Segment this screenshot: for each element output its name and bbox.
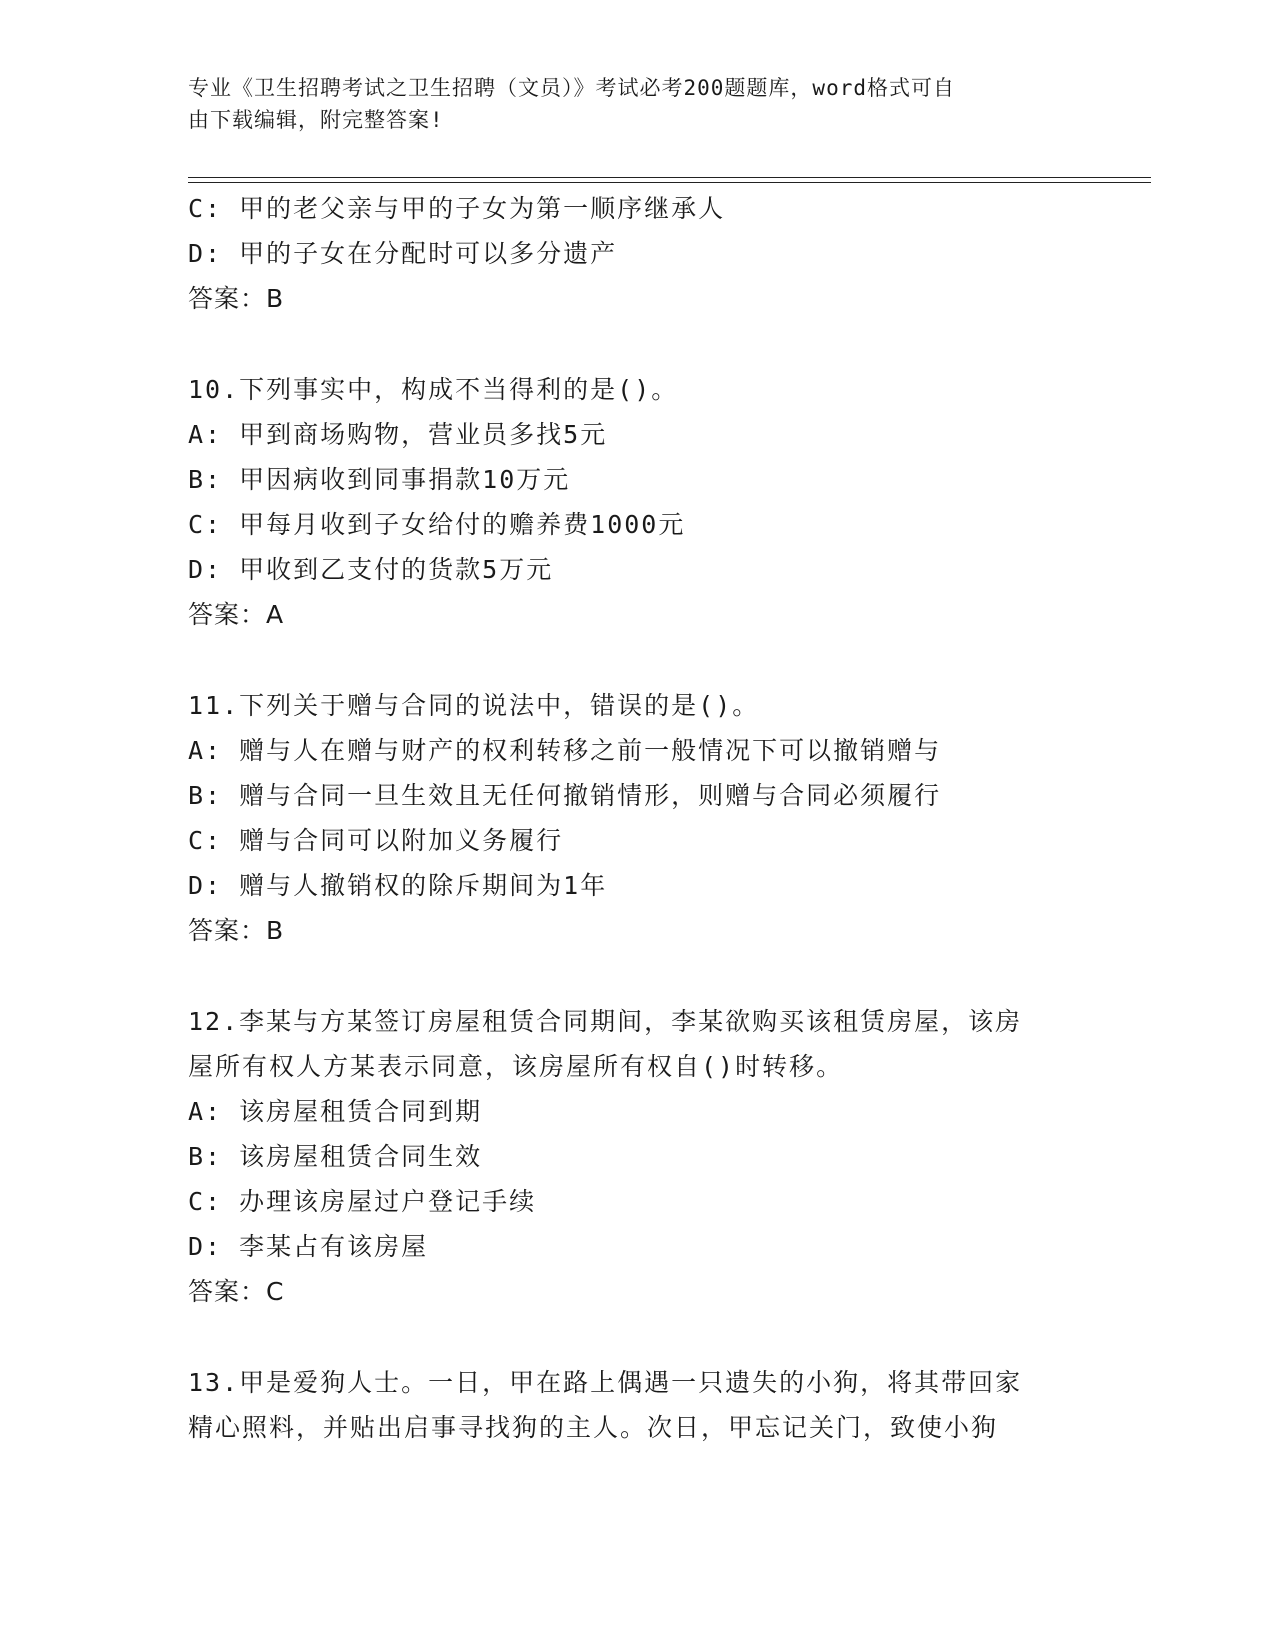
question-12 xyxy=(188,999,1088,1314)
option-b: B: 甲因病收到同事捐款10万元 xyxy=(188,465,571,494)
question-11 xyxy=(188,683,1088,953)
option-d: D: 甲的子女在分配时可以多分遗产 xyxy=(188,239,618,268)
option-c: C: 办理该房屋过户登记手续 xyxy=(188,1187,537,1216)
answer: 答案：C xyxy=(188,1277,285,1306)
option-b: B: 该房屋租赁合同生效 xyxy=(188,1142,483,1171)
option-c: C: 甲每月收到子女给付的赡养费1000元 xyxy=(188,510,686,539)
question-stem-line-2: 精心照料，并贴出启事寻找狗的主人。次日，甲忘记关门，致使小狗 xyxy=(188,1413,999,1442)
question-list xyxy=(188,186,1088,1450)
option-c: C: 赠与合同可以附加义务履行 xyxy=(188,826,564,855)
answer: 答案：B xyxy=(188,916,285,945)
option-c: C: 甲的老父亲与甲的子女为第一顺序继承人 xyxy=(188,194,726,223)
question-9-continued xyxy=(188,186,1088,321)
question-stem: 10.下列事实中，构成不当得利的是()。 xyxy=(188,375,679,404)
header-line-2: 由下载编辑，附完整答案! xyxy=(188,108,444,132)
header-divider-bottom xyxy=(188,182,1151,183)
option-b: B: 赠与合同一旦生效且无任何撤销情形，则赠与合同必须履行 xyxy=(188,781,942,810)
spacer xyxy=(188,953,1088,999)
header-divider-top xyxy=(188,177,1151,178)
option-d: D: 赠与人撤销权的除斥期间为1年 xyxy=(188,871,608,900)
question-stem-line-1: 12.李某与方某签订房屋租赁合同期间，李某欲购买该租赁房屋，该房 xyxy=(188,1007,1023,1036)
answer: 答案：B xyxy=(188,284,285,313)
option-d: D: 李某占有该房屋 xyxy=(188,1232,429,1261)
header-line-1: 专业《卫生招聘考试之卫生招聘（文员）》考试必考200题题库，word格式可自 xyxy=(188,76,955,100)
question-stem-line-2: 屋所有权人方某表示同意，该房屋所有权自()时转移。 xyxy=(188,1052,844,1081)
option-a: A: 甲到商场购物，营业员多找5元 xyxy=(188,420,608,449)
option-a: A: 赠与人在赠与财产的权利转移之前一般情况下可以撤销赠与 xyxy=(188,736,942,765)
spacer xyxy=(188,1314,1088,1360)
spacer xyxy=(188,321,1088,367)
spacer xyxy=(188,637,1088,683)
question-stem: 11.下列关于赠与合同的说法中，错误的是()。 xyxy=(188,691,760,720)
question-13 xyxy=(188,1360,1088,1450)
option-a: A: 该房屋租赁合同到期 xyxy=(188,1097,483,1126)
question-stem-line-1: 13.甲是爱狗人士。一日，甲在路上偶遇一只遗失的小狗，将其带回家 xyxy=(188,1368,1023,1397)
answer: 答案：A xyxy=(188,600,285,629)
question-10 xyxy=(188,367,1088,637)
document-header xyxy=(188,72,1068,136)
option-d: D: 甲收到乙支付的货款5万元 xyxy=(188,555,554,584)
